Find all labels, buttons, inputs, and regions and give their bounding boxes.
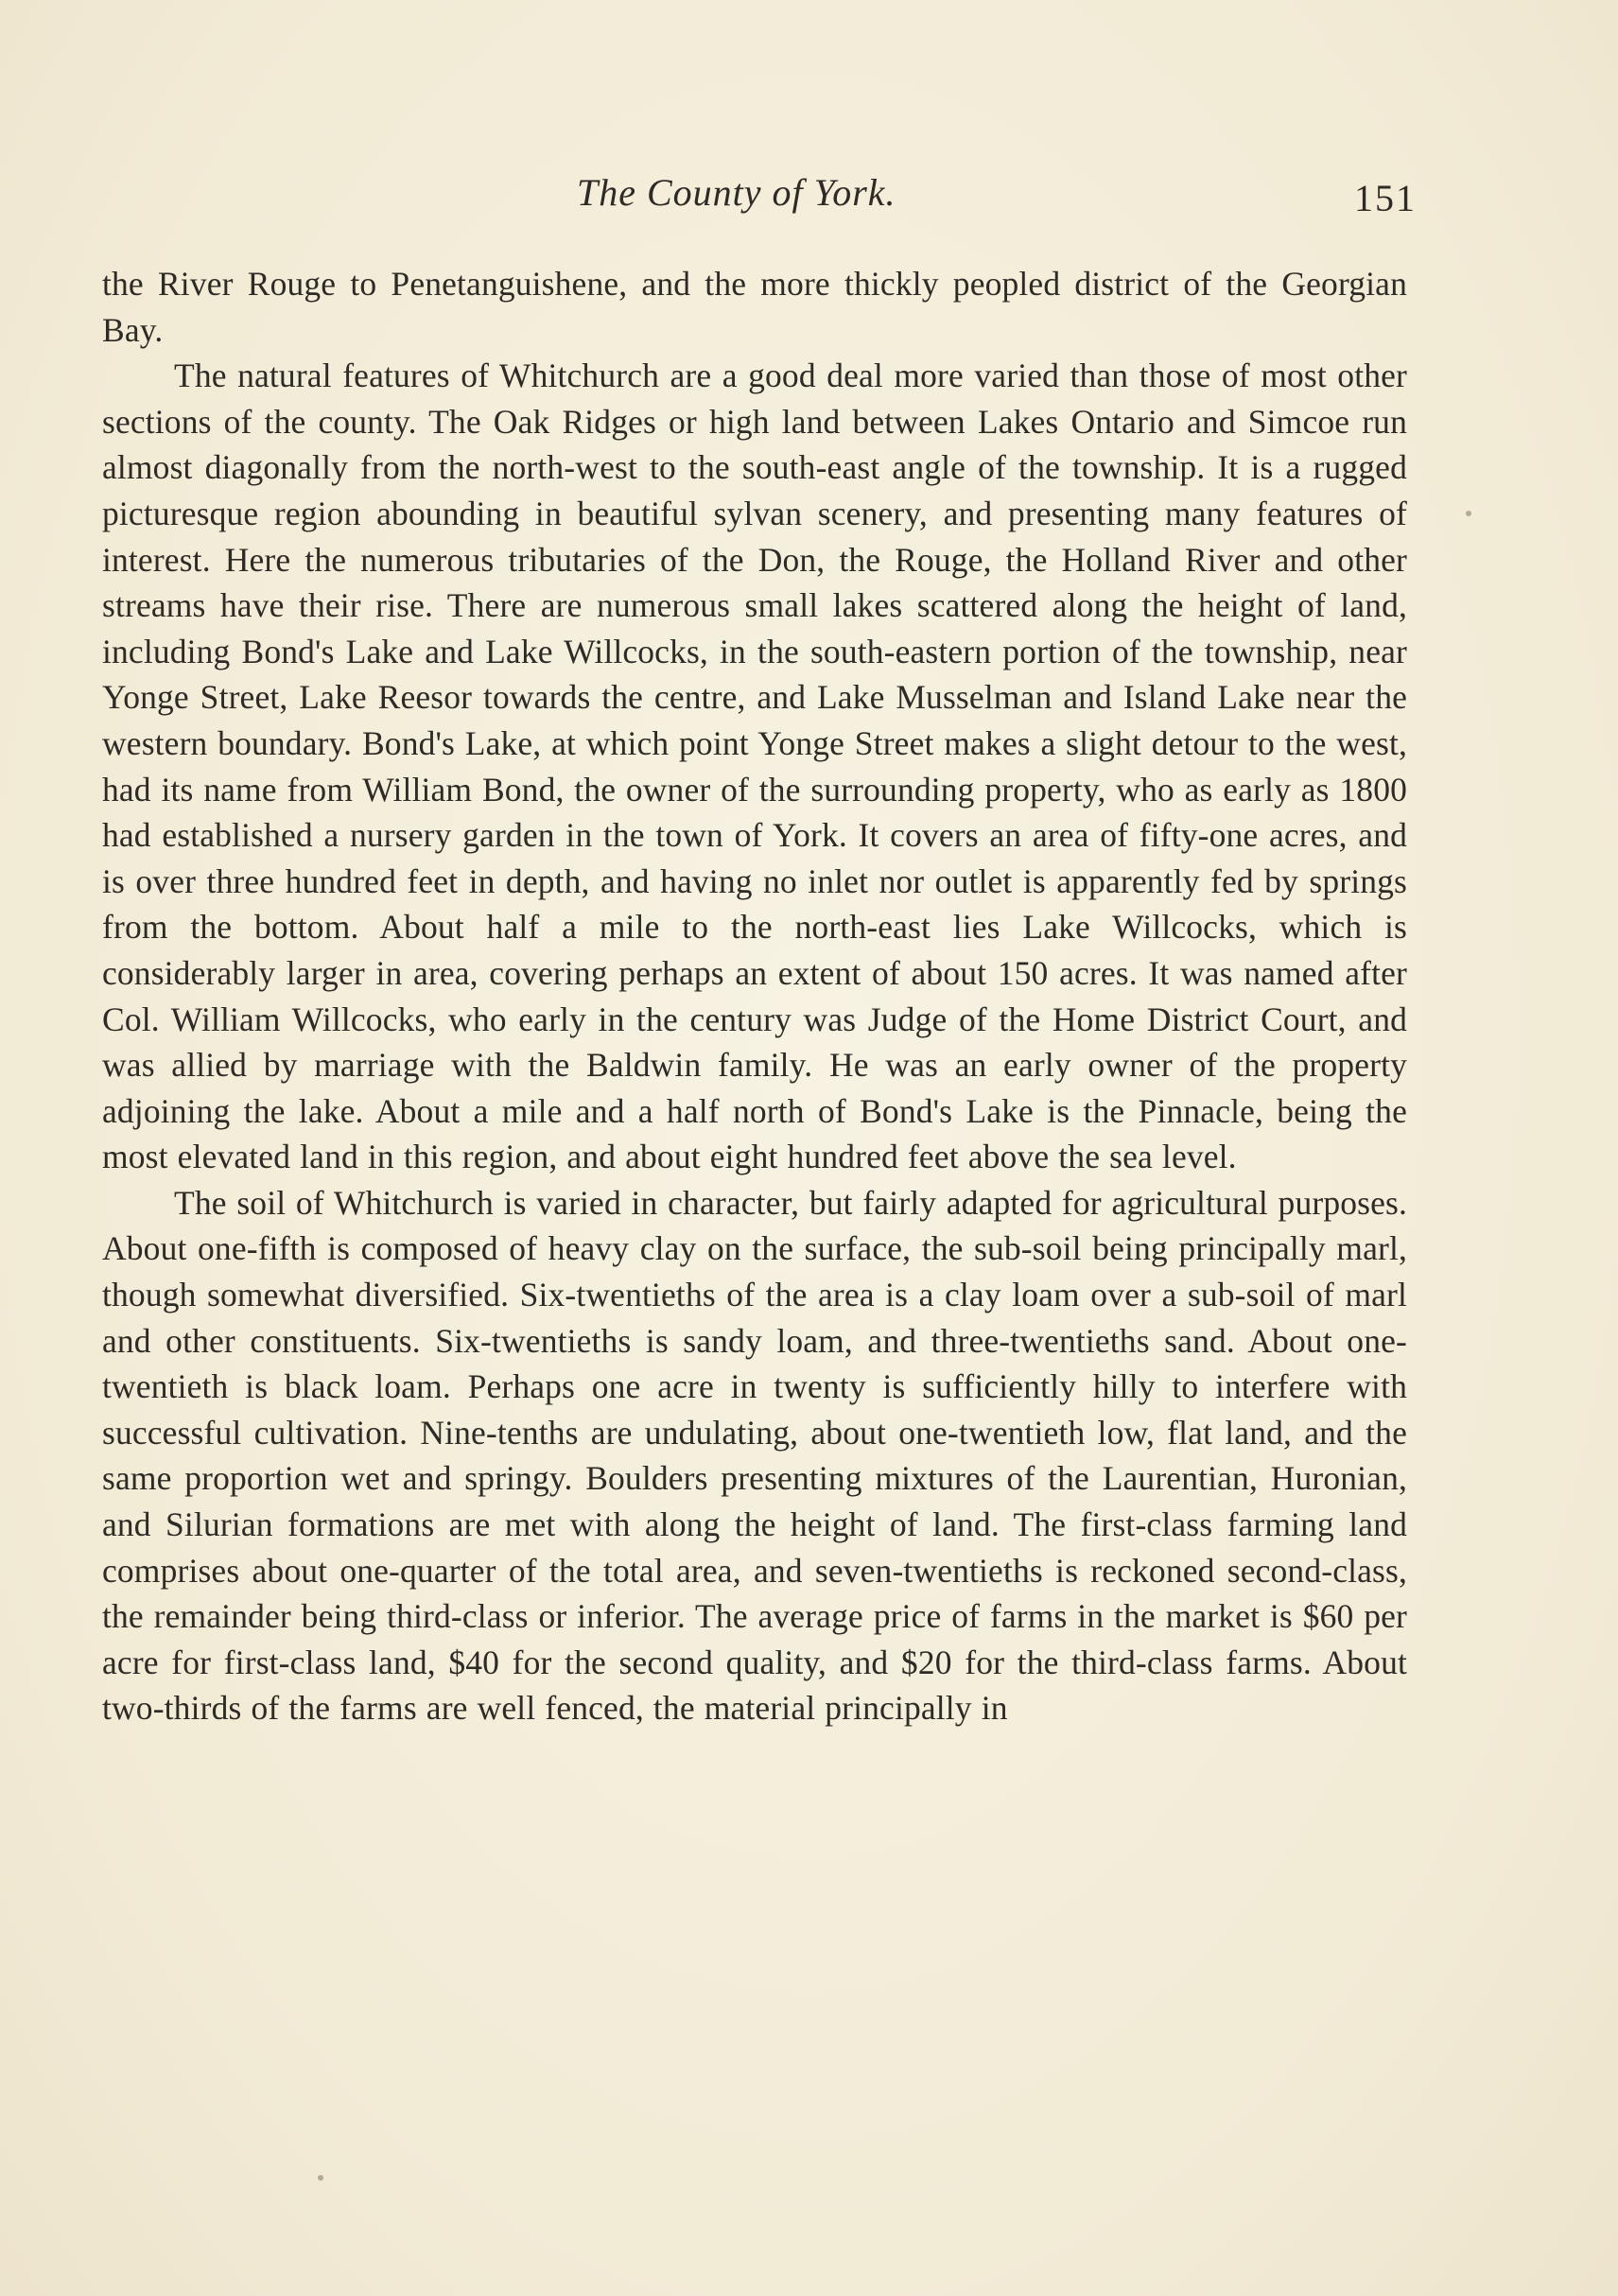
paragraph-continuation: the River Rouge to Penetanguishene, and the more thickly peopled district of the Georgian Bay. xyxy=(102,265,1407,349)
paragraph-soil: The soil of Whitchurch is varied in character, but fairly adapted for agricultural purposes. About one-fifth is composed of heavy clay on the surface, the sub-soil being principally marl, though somewhat diversified. Six-twentieths of the area is a clay loam over a sub-soil of marl and other constituents. Six-twentieths is sandy loam, and three-twentieths sand. About one-twentieth is black loam. Perhaps one acre in twenty is sufficiently hilly to interfere with successful cultivation. Nine-tenths are undulating, about one-twentieth low, flat land, and the same proportion wet and springy. Boulders presenting mixtures of the Laurentian, Huronian, and Silurian formations are met with along the height of land. The first-class farming land comprises about one-quarter of the total area, and seven-twentieths is reckoned second-class, the remainder being third-class or inferior. The average price of farms in the market is $60 per acre for first-class land, $40 for the second quality, and $20 for the third-class farms. About two-thirds of the farms are well fenced, the material principally in xyxy=(102,1183,1407,1728)
paper-speck xyxy=(318,2175,323,2181)
paper-speck xyxy=(1466,511,1471,516)
page-number: 151 xyxy=(1354,177,1417,219)
page-header xyxy=(0,170,1618,227)
running-title: The County of York. xyxy=(577,171,896,214)
body-text xyxy=(102,261,1407,1731)
paragraph-natural-features: The natural features of Whitchurch are a good deal more varied than those of most other sections of the county. The Oak Ridges or high land between Lakes Ontario and Simcoe run almost diagonally from the north-west to the south-east angle of the township. It is a rugged picturesque region abounding in beautiful sylvan scenery, and presenting many features of interest. Here the numerous tributaries of the Don, the Rouge, the Holland River and other streams have their rise. There are numerous small lakes scattered along the height of land, including Bond's Lake and Lake Willcocks, in the south-eastern portion of the township, near Yonge Street, Lake Reesor towards the centre, and Lake Musselman and Island Lake near the western boundary. Bond's Lake, at which point Yonge Street makes a slight detour to the west, had its name from William Bond, the owner of the surrounding property, who as early as 1800 had established a nursery garden in the town of York. It covers an area of fifty-one acres, and is over three hundred feet in depth, and having no inlet nor outlet is apparently fed by springs from the bottom. About half a mile to the north-east lies Lake Willcocks, which is considerably larger in area, covering perhaps an extent of about 150 acres. It was named after Col. William Willcocks, who early in the century was Judge of the Home District Court, and was allied by marriage with the Baldwin family. He was an early owner of the property adjoining the lake. About a mile and a half north of Bond's Lake is the Pinnacle, being the most elevated land in this region, and about eight hundred feet above the sea level. xyxy=(102,357,1407,1176)
